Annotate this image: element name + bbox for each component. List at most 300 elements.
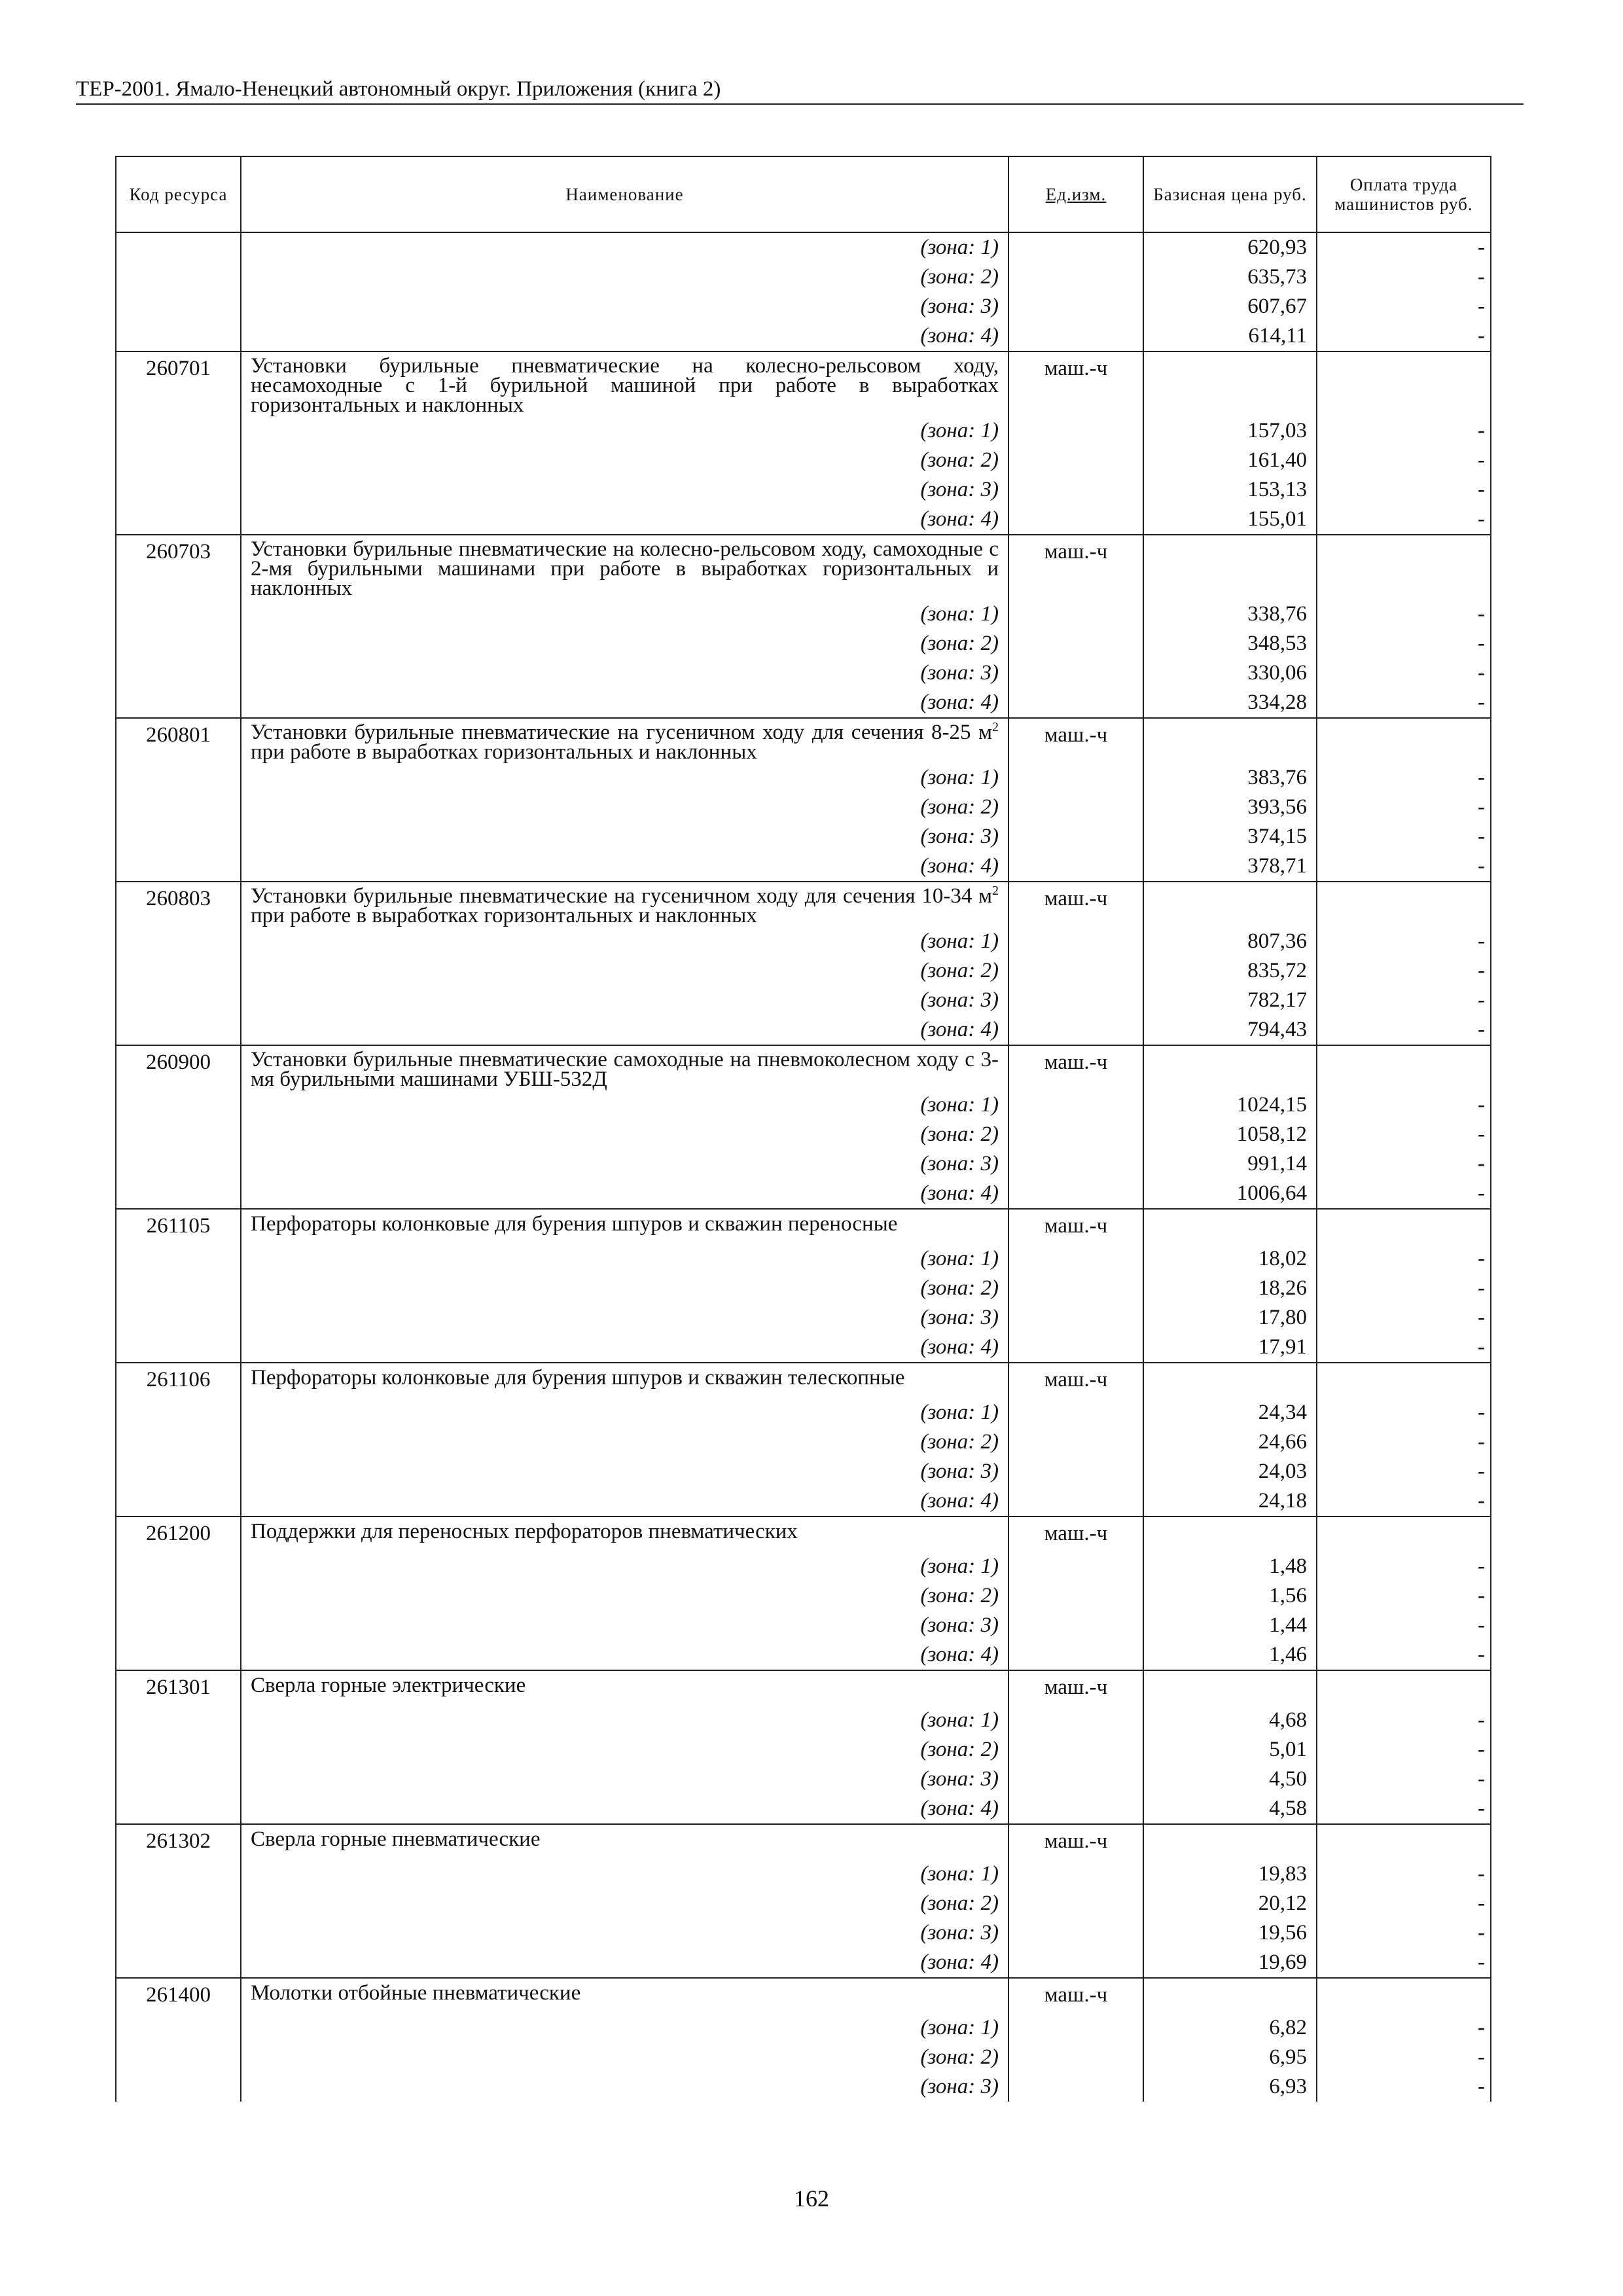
- zone-label: (зона: 1): [241, 1706, 1008, 1735]
- zone-pay: -: [1317, 1794, 1491, 1824]
- zone-row: [116, 505, 1491, 535]
- zone-row: [116, 475, 1491, 505]
- resource-price-empty: [1143, 718, 1317, 763]
- zone-label: (зона: 2): [241, 1889, 1008, 1918]
- zone-label: (зона: 3): [241, 1149, 1008, 1179]
- zone-price: 5,01: [1143, 1735, 1317, 1765]
- zone-unit-empty: [1008, 1149, 1143, 1179]
- zone-row: [116, 1457, 1491, 1486]
- resource-price-empty: [1143, 1363, 1317, 1398]
- column-header-unit-label: Ед.изм.: [1045, 185, 1107, 204]
- resource-row: [116, 718, 1491, 763]
- zone-label: (зона: 1): [241, 2013, 1008, 2043]
- zone-unit-empty: [1008, 1706, 1143, 1735]
- zone-pay: -: [1317, 1706, 1491, 1735]
- zone-price: 782,17: [1143, 986, 1317, 1015]
- zone-price: 19,56: [1143, 1918, 1317, 1948]
- zone-price: 24,03: [1143, 1457, 1317, 1486]
- column-header-pay: Оплата труда машинистов руб.: [1317, 156, 1491, 232]
- zone-price: 1,44: [1143, 1611, 1317, 1640]
- resource-row: [116, 1824, 1491, 1859]
- zone-label: (зона: 1): [241, 927, 1008, 956]
- zone-unit-empty: [1008, 1333, 1143, 1363]
- zone-pay: -: [1317, 416, 1491, 446]
- zone-price: 374,15: [1143, 822, 1317, 852]
- resource-unit: маш.-ч: [1008, 535, 1143, 600]
- zone-unit-empty: [1008, 1090, 1143, 1120]
- zone-price: 614,11: [1143, 321, 1317, 351]
- zone-pay: -: [1317, 446, 1491, 475]
- resource-pay-empty: [1317, 1978, 1491, 2013]
- zone-price: 378,71: [1143, 852, 1317, 882]
- zone-row: [116, 1120, 1491, 1149]
- zone-price: 620,93: [1143, 232, 1317, 262]
- zone-row: [116, 1765, 1491, 1794]
- zone-unit-empty: [1008, 1889, 1143, 1918]
- resource-price-empty: [1143, 1670, 1317, 1706]
- resource-price-empty: [1143, 1516, 1317, 1552]
- zone-pay: -: [1317, 1333, 1491, 1363]
- resource-name-text: Установки бурильные пневматические на гусеничном ходу для сечения 8-25 м: [251, 721, 992, 744]
- zone-price: 24,66: [1143, 1427, 1317, 1457]
- zone-unit-empty: [1008, 927, 1143, 956]
- zone-label: (зона: 3): [241, 1611, 1008, 1640]
- zone-pay: -: [1317, 1427, 1491, 1457]
- zone-unit-empty: [1008, 475, 1143, 505]
- resource-unit: маш.-ч: [1008, 882, 1143, 927]
- zone-row: [116, 927, 1491, 956]
- zone-unit-empty: [1008, 292, 1143, 321]
- zone-price: 330,06: [1143, 658, 1317, 688]
- zone-pay: -: [1317, 1179, 1491, 1209]
- zone-label: (зона: 1): [241, 763, 1008, 793]
- zone-row: [116, 232, 1491, 262]
- zone-unit-empty: [1008, 1486, 1143, 1516]
- zone-unit-empty: [1008, 2013, 1143, 2043]
- zone-unit-empty: [1008, 1948, 1143, 1978]
- zone-price: 6,82: [1143, 2013, 1317, 2043]
- resource-name: Установки бурильные пневматические на колесно-рельсовом ходу, самоходные с 2-мя бурильными машинами при работе в выработках горизонтальных и наклонных: [241, 535, 1008, 600]
- zone-label: (зона: 3): [241, 1303, 1008, 1333]
- zone-unit-empty: [1008, 1303, 1143, 1333]
- zone-pay: -: [1317, 1120, 1491, 1149]
- zone-unit-empty: [1008, 1735, 1143, 1765]
- resource-code: 260900: [116, 1045, 241, 1209]
- zone-unit-empty: [1008, 1120, 1143, 1149]
- zone-price: 20,12: [1143, 1889, 1317, 1918]
- resource-pay-empty: [1317, 351, 1491, 416]
- zone-pay: -: [1317, 793, 1491, 822]
- column-header-price: Базисная цена руб.: [1143, 156, 1317, 232]
- zone-pay: -: [1317, 1581, 1491, 1611]
- zone-unit-empty: [1008, 446, 1143, 475]
- zone-row: [116, 292, 1491, 321]
- resource-name: [241, 1363, 1008, 1398]
- zone-row: [116, 1794, 1491, 1824]
- running-header: ТЕР-2001. Ямало-Ненецкий автономный округ. Приложения (книга 2): [76, 76, 1524, 105]
- zone-pay: -: [1317, 1948, 1491, 1978]
- zone-pay: -: [1317, 1640, 1491, 1670]
- zone-unit-empty: [1008, 986, 1143, 1015]
- zone-label: (зона: 2): [241, 629, 1008, 658]
- zone-label: (зона: 3): [241, 1457, 1008, 1486]
- zone-pay: -: [1317, 927, 1491, 956]
- resource-name: Установки бурильные пневматические на колесно-рельсовом ходу, несамоходные с 1-й бурильной машиной при работе в выработках горизонтальных и наклонных: [241, 351, 1008, 416]
- zone-unit-empty: [1008, 1581, 1143, 1611]
- resource-name: [241, 882, 1008, 927]
- zone-unit-empty: [1008, 1244, 1143, 1274]
- zone-row: [116, 1735, 1491, 1765]
- zone-pay: -: [1317, 822, 1491, 852]
- resource-code-empty: [116, 232, 241, 351]
- resource-price-empty: [1143, 1978, 1317, 2013]
- zone-label: (зона: 4): [241, 1948, 1008, 1978]
- zone-row: [116, 986, 1491, 1015]
- resource-code: 260703: [116, 535, 241, 718]
- zone-unit-empty: [1008, 232, 1143, 262]
- resource-unit: маш.-ч: [1008, 1209, 1143, 1244]
- zone-pay: -: [1317, 1735, 1491, 1765]
- zone-pay: -: [1317, 629, 1491, 658]
- zone-unit-empty: [1008, 321, 1143, 351]
- zone-unit-empty: [1008, 1611, 1143, 1640]
- column-header-name: Наименование: [241, 156, 1008, 232]
- zone-row: [116, 1090, 1491, 1120]
- zone-price: 24,34: [1143, 1398, 1317, 1427]
- zone-row: [116, 1244, 1491, 1274]
- resource-name-text: Установки бурильные пневматические на гусеничном ходу для сечения 10-34 м: [251, 884, 992, 908]
- zone-unit-empty: [1008, 262, 1143, 292]
- zone-price: 161,40: [1143, 446, 1317, 475]
- zone-row: [116, 688, 1491, 718]
- zone-label: (зона: 4): [241, 1015, 1008, 1045]
- zone-price: 334,28: [1143, 688, 1317, 718]
- zone-pay: -: [1317, 1244, 1491, 1274]
- zone-label: (зона: 4): [241, 1333, 1008, 1363]
- zone-unit-empty: [1008, 1859, 1143, 1889]
- resource-row: [116, 1978, 1491, 2013]
- resource-code: 261301: [116, 1670, 241, 1824]
- zone-pay: -: [1317, 1552, 1491, 1581]
- zone-unit-empty: [1008, 1552, 1143, 1581]
- resource-price-empty: [1143, 1209, 1317, 1244]
- zone-label: (зона: 1): [241, 416, 1008, 446]
- zone-label: (зона: 1): [241, 1090, 1008, 1120]
- zone-row: [116, 629, 1491, 658]
- resource-unit: маш.-ч: [1008, 1670, 1143, 1706]
- resource-code: 261400: [116, 1978, 241, 2102]
- zone-unit-empty: [1008, 416, 1143, 446]
- zone-pay: -: [1317, 505, 1491, 535]
- zone-unit-empty: [1008, 2043, 1143, 2072]
- resource-name-text: Сверла горные пневматические: [251, 1827, 541, 1851]
- zone-pay: -: [1317, 1611, 1491, 1640]
- resource-unit: маш.-ч: [1008, 1824, 1143, 1859]
- resource-pay-empty: [1317, 1824, 1491, 1859]
- zone-row: [116, 1398, 1491, 1427]
- zone-price: 635,73: [1143, 262, 1317, 292]
- zone-price: 607,67: [1143, 292, 1317, 321]
- resource-code: 261106: [116, 1363, 241, 1516]
- zone-row: [116, 1179, 1491, 1209]
- zone-pay: -: [1317, 1765, 1491, 1794]
- zone-label: (зона: 4): [241, 505, 1008, 535]
- zone-label: (зона: 3): [241, 822, 1008, 852]
- zone-row: [116, 2043, 1491, 2072]
- zone-unit-empty: [1008, 1427, 1143, 1457]
- zone-price: 155,01: [1143, 505, 1317, 535]
- zone-row: [116, 1918, 1491, 1948]
- zone-label: (зона: 1): [241, 1552, 1008, 1581]
- zone-price: 6,95: [1143, 2043, 1317, 2072]
- zone-row: [116, 1859, 1491, 1889]
- zone-price: 338,76: [1143, 600, 1317, 629]
- resource-pay-empty: [1317, 1516, 1491, 1552]
- zone-unit-empty: [1008, 658, 1143, 688]
- resource-name: [241, 1209, 1008, 1244]
- zone-price: 1006,64: [1143, 1179, 1317, 1209]
- resource-row: [116, 1363, 1491, 1398]
- zone-label: (зона: 4): [241, 1179, 1008, 1209]
- zone-row: [116, 1552, 1491, 1581]
- zone-label: (зона: 2): [241, 956, 1008, 986]
- zone-pay: -: [1317, 688, 1491, 718]
- zone-pay: -: [1317, 1274, 1491, 1303]
- zone-pay: -: [1317, 321, 1491, 351]
- zone-pay: -: [1317, 1398, 1491, 1427]
- zone-label: (зона: 4): [241, 1640, 1008, 1670]
- zone-price: 383,76: [1143, 763, 1317, 793]
- resource-name: [241, 1670, 1008, 1706]
- zone-row: [116, 852, 1491, 882]
- resource-name-text: Перфораторы колонковые для бурения шпуров и скважин переносные: [251, 1212, 898, 1236]
- zone-row: [116, 2072, 1491, 2102]
- resource-name-text: Перфораторы колонковые для бурения шпуров и скважин телескопные: [251, 1366, 905, 1390]
- zone-row: [116, 1706, 1491, 1735]
- zone-label: (зона: 2): [241, 1120, 1008, 1149]
- zone-pay: -: [1317, 1015, 1491, 1045]
- resource-unit: маш.-ч: [1008, 718, 1143, 763]
- zone-price: 393,56: [1143, 793, 1317, 822]
- resource-name-text-tail: при работе в выработках горизонтальных и наклонных: [251, 904, 757, 927]
- resource-unit: маш.-ч: [1008, 1978, 1143, 2013]
- resource-code: 261302: [116, 1824, 241, 1978]
- zone-unit-empty: [1008, 1398, 1143, 1427]
- resource-name-text: Сверла горные электрические: [251, 1674, 526, 1697]
- zone-pay: -: [1317, 763, 1491, 793]
- resource-name: [241, 718, 1008, 763]
- zone-pay: -: [1317, 262, 1491, 292]
- zone-price: 6,93: [1143, 2072, 1317, 2102]
- resource-pay-empty: [1317, 718, 1491, 763]
- resource-row: [116, 1516, 1491, 1552]
- superscript: 2: [992, 720, 999, 734]
- zone-row: [116, 956, 1491, 986]
- zone-label: (зона: 1): [241, 232, 1008, 262]
- zone-price: 4,58: [1143, 1794, 1317, 1824]
- zone-row: [116, 321, 1491, 351]
- zone-price: 835,72: [1143, 956, 1317, 986]
- zone-price: 17,80: [1143, 1303, 1317, 1333]
- zone-unit-empty: [1008, 1918, 1143, 1948]
- zone-row: [116, 262, 1491, 292]
- resource-price-table: [115, 156, 1491, 2102]
- zone-label: (зона: 1): [241, 1398, 1008, 1427]
- zone-row: [116, 1581, 1491, 1611]
- zone-label: (зона: 2): [241, 1735, 1008, 1765]
- resource-name: [241, 1824, 1008, 1859]
- zone-unit-empty: [1008, 822, 1143, 852]
- zone-row: [116, 658, 1491, 688]
- zone-row: [116, 1274, 1491, 1303]
- zone-label: (зона: 2): [241, 262, 1008, 292]
- zone-pay: -: [1317, 2043, 1491, 2072]
- zone-label: (зона: 2): [241, 1427, 1008, 1457]
- column-header-code: Код ресурса: [116, 156, 241, 232]
- zone-price: 807,36: [1143, 927, 1317, 956]
- zone-label: (зона: 3): [241, 658, 1008, 688]
- resource-code: 261200: [116, 1516, 241, 1670]
- zone-label: (зона: 3): [241, 475, 1008, 505]
- zone-row: [116, 1611, 1491, 1640]
- zone-row: [116, 1948, 1491, 1978]
- resource-pay-empty: [1317, 1363, 1491, 1398]
- resource-price-empty: [1143, 882, 1317, 927]
- superscript: 2: [992, 884, 999, 898]
- zone-row: [116, 1303, 1491, 1333]
- resource-code: 261105: [116, 1209, 241, 1363]
- resource-price-empty: [1143, 1824, 1317, 1859]
- zone-pay: -: [1317, 986, 1491, 1015]
- resource-pay-empty: [1317, 535, 1491, 600]
- zone-pay: -: [1317, 600, 1491, 629]
- zone-label: (зона: 3): [241, 2072, 1008, 2102]
- zone-label: (зона: 4): [241, 321, 1008, 351]
- zone-label: (зона: 4): [241, 688, 1008, 718]
- zone-row: [116, 793, 1491, 822]
- resource-row: [116, 1670, 1491, 1706]
- resource-pay-empty: [1317, 882, 1491, 927]
- zone-pay: -: [1317, 2072, 1491, 2102]
- resource-unit: маш.-ч: [1008, 1363, 1143, 1398]
- zone-label: (зона: 3): [241, 292, 1008, 321]
- zone-pay: -: [1317, 1889, 1491, 1918]
- zone-unit-empty: [1008, 688, 1143, 718]
- zone-pay: -: [1317, 1303, 1491, 1333]
- zone-label: (зона: 1): [241, 1859, 1008, 1889]
- zone-label: (зона: 1): [241, 1244, 1008, 1274]
- resource-name: [241, 1978, 1008, 2013]
- resource-code: 260803: [116, 882, 241, 1045]
- zone-row: [116, 2013, 1491, 2043]
- zone-price: 18,02: [1143, 1244, 1317, 1274]
- zone-price: 24,18: [1143, 1486, 1317, 1516]
- resource-name: [241, 1516, 1008, 1552]
- resource-name-text: Поддержки для переносных перфораторов пневматических: [251, 1520, 798, 1543]
- zone-pay: -: [1317, 1149, 1491, 1179]
- resource-code: 260701: [116, 351, 241, 535]
- zone-price: 157,03: [1143, 416, 1317, 446]
- zone-unit-empty: [1008, 1457, 1143, 1486]
- zone-row: [116, 1149, 1491, 1179]
- zone-label: (зона: 2): [241, 2043, 1008, 2072]
- zone-pay: -: [1317, 658, 1491, 688]
- resource-pay-empty: [1317, 1670, 1491, 1706]
- zone-price: 153,13: [1143, 475, 1317, 505]
- zone-row: [116, 446, 1491, 475]
- zone-pay: -: [1317, 232, 1491, 262]
- zone-label: (зона: 3): [241, 1765, 1008, 1794]
- zone-pay: -: [1317, 1090, 1491, 1120]
- zone-row: [116, 763, 1491, 793]
- zone-row: [116, 1333, 1491, 1363]
- zone-price: 1,48: [1143, 1552, 1317, 1581]
- zone-row: [116, 600, 1491, 629]
- zone-label: (зона: 2): [241, 1581, 1008, 1611]
- zone-price: 18,26: [1143, 1274, 1317, 1303]
- zone-price: 1,56: [1143, 1581, 1317, 1611]
- table-body: [116, 232, 1491, 2102]
- zone-unit-empty: [1008, 956, 1143, 986]
- zone-pay: -: [1317, 1918, 1491, 1948]
- zone-price: 1024,15: [1143, 1090, 1317, 1120]
- zone-label: (зона: 3): [241, 1918, 1008, 1948]
- page-number: 162: [794, 2185, 829, 2212]
- resource-price-empty: [1143, 351, 1317, 416]
- zone-unit-empty: [1008, 2072, 1143, 2102]
- zone-unit-empty: [1008, 505, 1143, 535]
- zone-label: (зона: 2): [241, 446, 1008, 475]
- zone-row: [116, 1427, 1491, 1457]
- zone-row: [116, 1015, 1491, 1045]
- resource-name-text: Молотки отбойные пневматические: [251, 1981, 581, 2005]
- zone-unit-empty: [1008, 1179, 1143, 1209]
- zone-label: (зона: 2): [241, 1274, 1008, 1303]
- zone-unit-empty: [1008, 763, 1143, 793]
- zone-price: 4,68: [1143, 1706, 1317, 1735]
- zone-label: (зона: 4): [241, 852, 1008, 882]
- zone-price: 1,46: [1143, 1640, 1317, 1670]
- zone-price: 991,14: [1143, 1149, 1317, 1179]
- column-header-unit: [1008, 156, 1143, 232]
- zone-price: 4,50: [1143, 1765, 1317, 1794]
- resource-code: 260801: [116, 718, 241, 882]
- resource-name: Установки бурильные пневматические самоходные на пневмоколесном ходу с 3-мя бурильными машинами УБШ-532Д: [241, 1045, 1008, 1090]
- zone-pay: -: [1317, 2013, 1491, 2043]
- zone-price: 348,53: [1143, 629, 1317, 658]
- zone-pay: -: [1317, 292, 1491, 321]
- zone-label: (зона: 4): [241, 1794, 1008, 1824]
- zone-unit-empty: [1008, 852, 1143, 882]
- zone-row: [116, 1889, 1491, 1918]
- resource-pay-empty: [1317, 1045, 1491, 1090]
- zone-unit-empty: [1008, 629, 1143, 658]
- zone-pay: -: [1317, 956, 1491, 986]
- zone-price: 1058,12: [1143, 1120, 1317, 1149]
- resource-unit: маш.-ч: [1008, 1045, 1143, 1090]
- zone-label: (зона: 2): [241, 793, 1008, 822]
- zone-unit-empty: [1008, 1015, 1143, 1045]
- resource-unit: маш.-ч: [1008, 351, 1143, 416]
- zone-pay: -: [1317, 1859, 1491, 1889]
- resource-row: [116, 351, 1491, 416]
- zone-unit-empty: [1008, 793, 1143, 822]
- zone-label: (зона: 3): [241, 986, 1008, 1015]
- zone-pay: -: [1317, 852, 1491, 882]
- zone-row: [116, 822, 1491, 852]
- table-header-row: [116, 156, 1491, 232]
- resource-unit: маш.-ч: [1008, 1516, 1143, 1552]
